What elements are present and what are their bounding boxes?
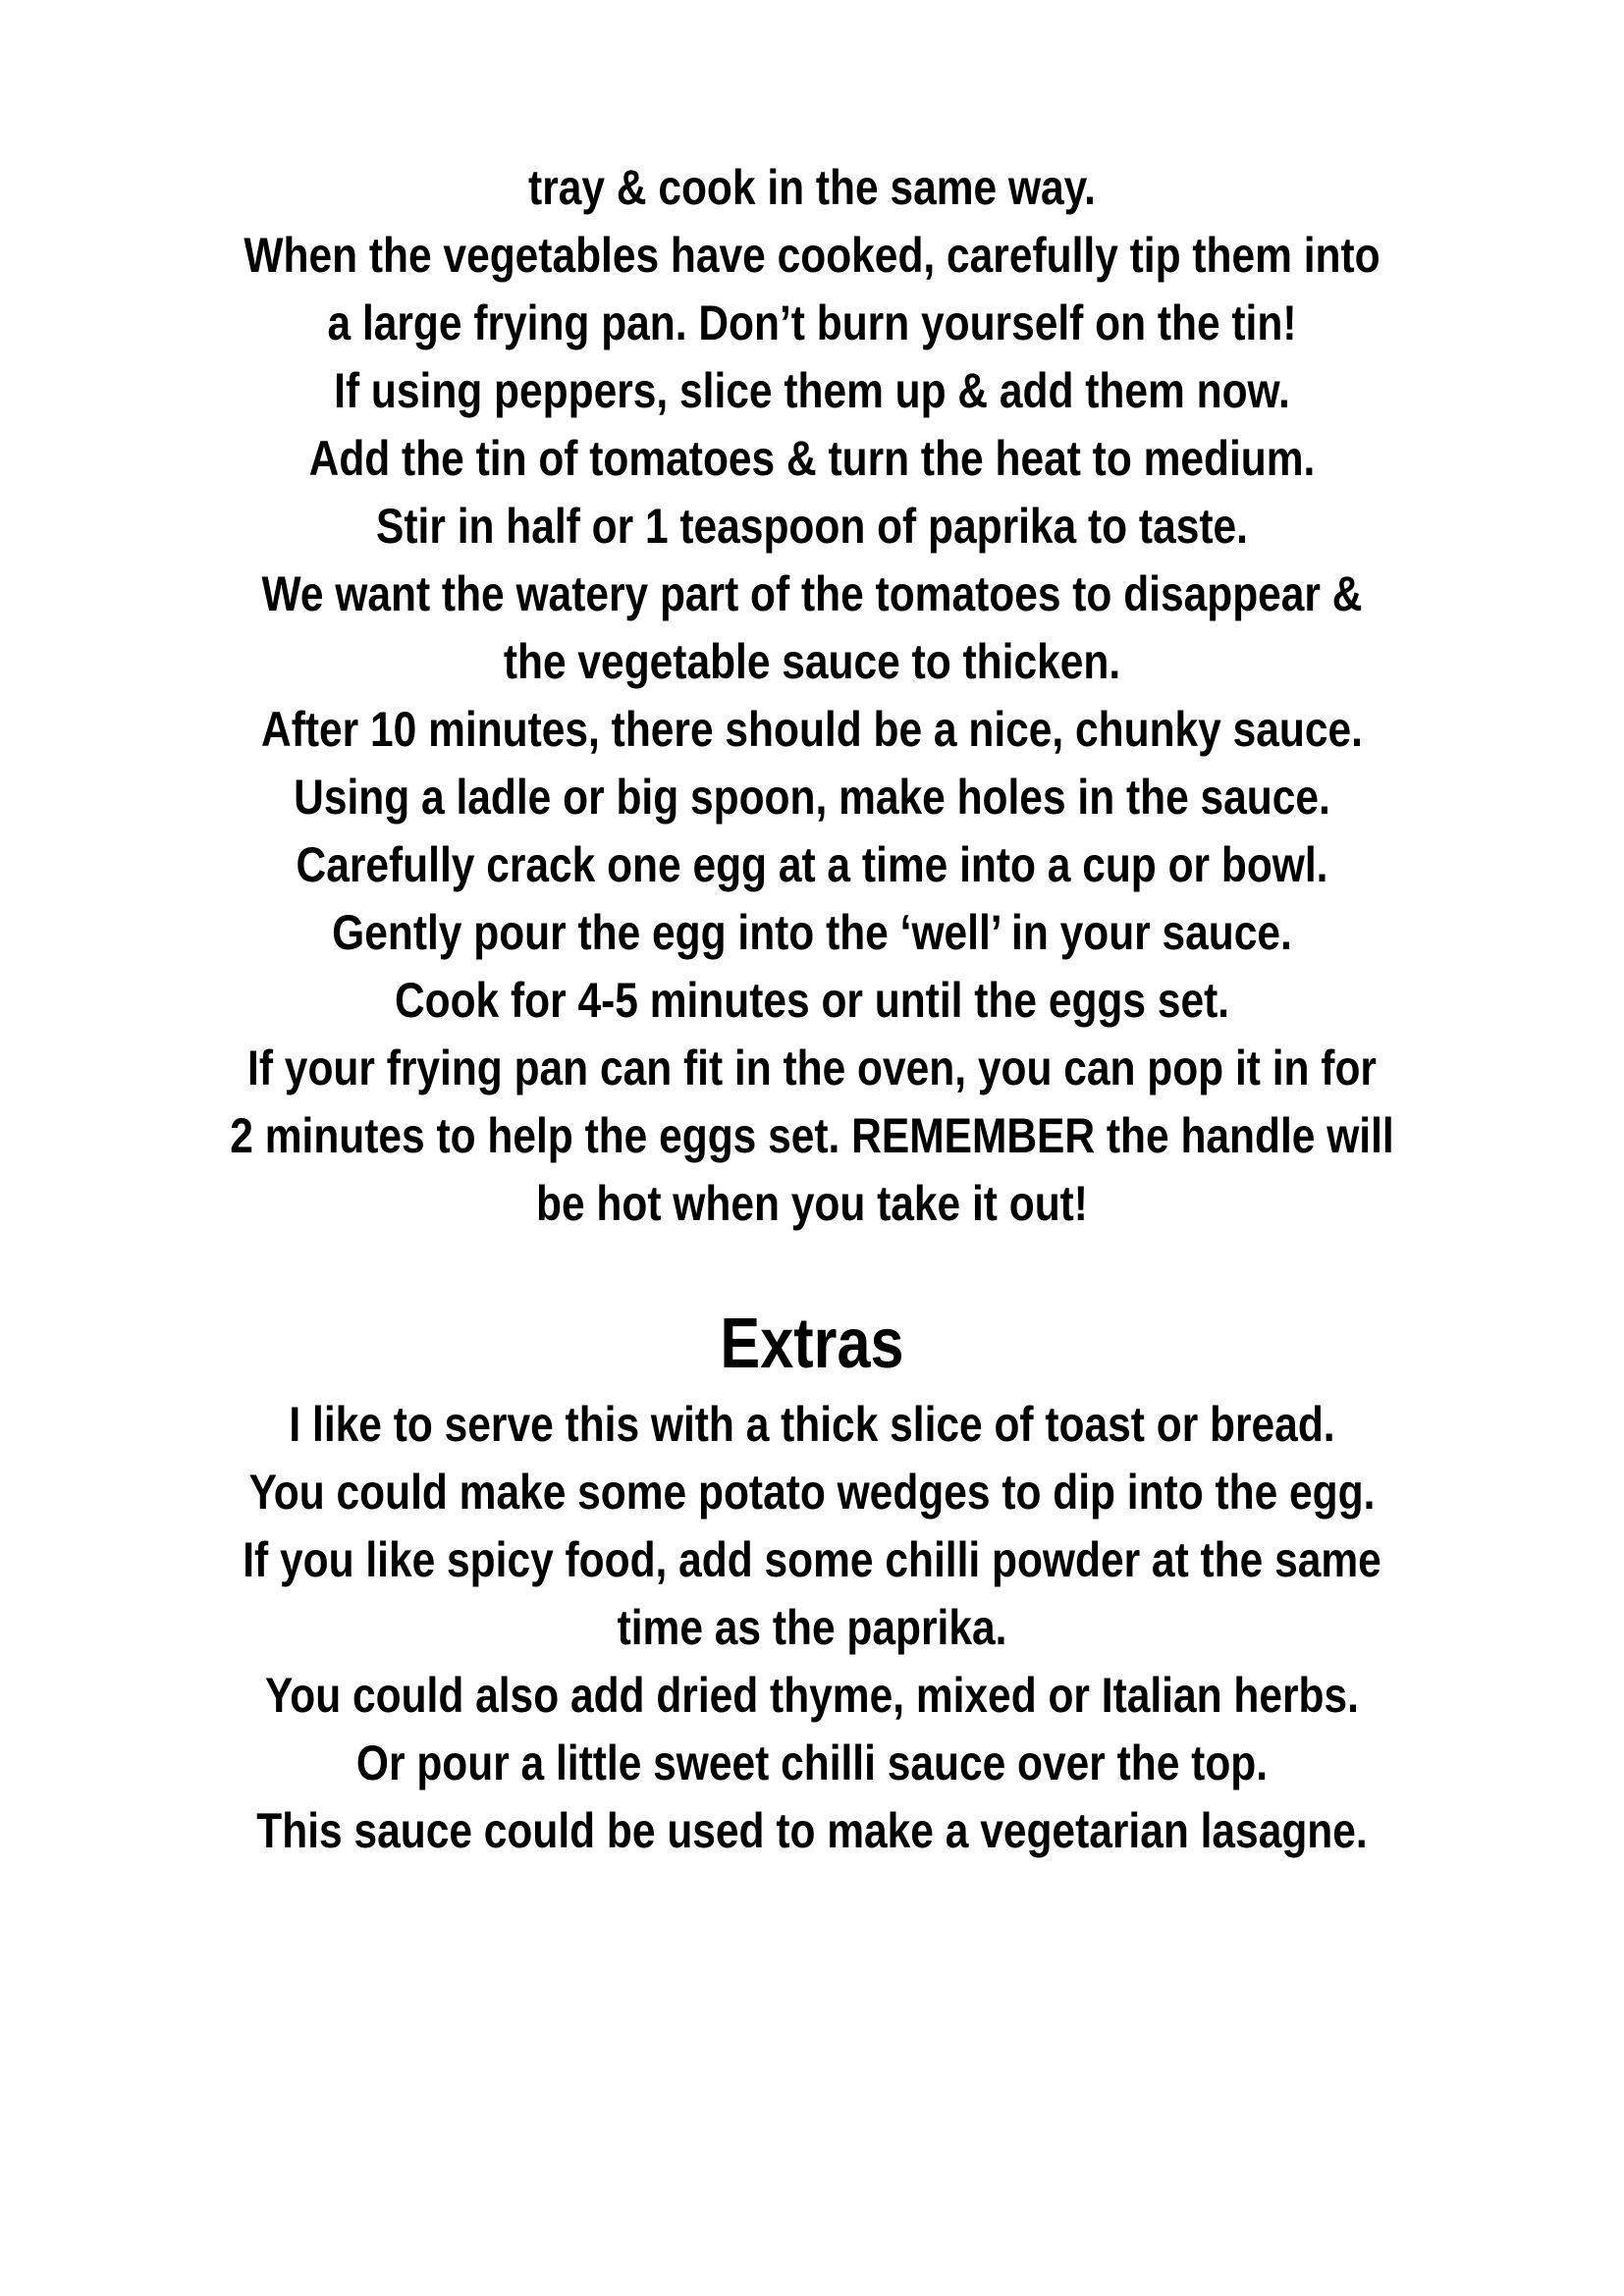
step-line: a large frying pan. Don’t burn yourself on the tin! [327,295,1297,350]
extras-section [0,1299,1624,1865]
step-line: tray & cook in the same way. [528,160,1096,215]
extras-line: You could also add dried thyme, mixed or Italian herbs. [265,1668,1359,1723]
step-line: Gently pour the egg into the ‘well’ in your sauce. [332,905,1292,960]
step-line: Using a ladle or big spoon, make holes in the sauce. [294,770,1330,825]
step-line: If using peppers, slice them up & add them now. [334,363,1290,418]
step-line: Cook for 4-5 minutes or until the eggs set. [394,973,1230,1028]
step-line: Stir in half or 1 teaspoon of paprika to taste. [376,499,1248,554]
extras-line: You could make some potato wedges to dip into the egg. [248,1465,1376,1520]
step-line: When the vegetables have cooked, carefully tip them into [244,228,1380,283]
recipe-steps-section [0,154,1624,1238]
extras-heading: Extras [720,1305,904,1383]
step-line: the vegetable sauce to thicken. [503,634,1121,689]
step-line: be hot when you take it out! [536,1176,1088,1231]
extras-line: time as the paprika. [617,1600,1007,1655]
extras-line: This sauce could be used to make a vegetarian lasagne. [256,1803,1368,1858]
extras-line: If you like spicy food, add some chilli powder at the same [243,1532,1381,1587]
step-line: Add the tin of tomatoes & turn the heat to medium. [308,431,1316,486]
extras-line: I like to serve this with a thick slice of toast or bread. [289,1397,1335,1452]
step-line: Carefully crack one egg at a time into a cup or bowl. [296,837,1328,892]
step-line: If your frying pan can fit in the oven, you can pop it in for [247,1041,1377,1095]
extras-line: Or pour a little sweet chilli sauce over the top. [355,1735,1269,1790]
step-line: 2 minutes to help the eggs set. REMEMBER the handle will [230,1108,1394,1163]
step-line: After 10 minutes, there should be a nice, chunky sauce. [261,702,1363,757]
step-line: We want the watery part of the tomatoes to disappear & [261,566,1363,621]
